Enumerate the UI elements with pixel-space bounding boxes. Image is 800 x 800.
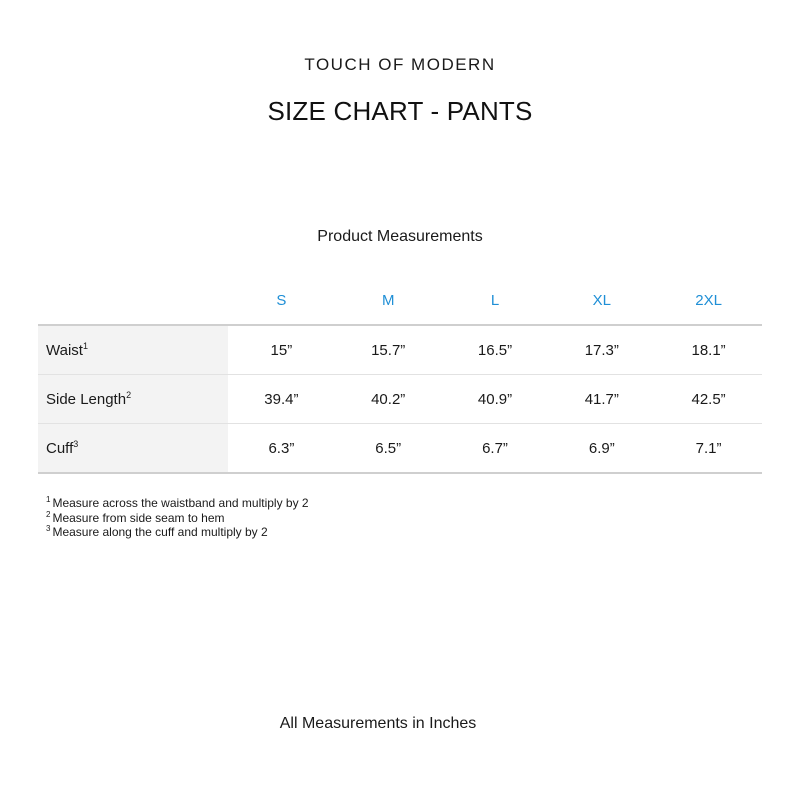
table-subtitle: Product Measurements: [317, 228, 483, 245]
table-cell: 41.7”: [548, 375, 655, 424]
size-header-xl: XL: [548, 276, 655, 325]
table-cell: 15”: [228, 325, 335, 375]
footnote-marker: 2: [126, 389, 132, 400]
size-header-m: M: [335, 276, 442, 325]
table-cell: 6.5”: [335, 424, 442, 474]
table-cell: 7.1”: [655, 424, 762, 474]
header-blank-cell: [38, 276, 228, 325]
footnote-item: [46, 496, 309, 511]
size-header-2xl: 2XL: [655, 276, 762, 325]
footnote-mark: 3: [46, 524, 51, 533]
footnote-item: [46, 511, 309, 526]
size-header-l: L: [442, 276, 549, 325]
table-cell: 16.5”: [442, 325, 549, 375]
table-cell: 39.4”: [228, 375, 335, 424]
table-cell: 40.9”: [442, 375, 549, 424]
footnote-mark: 1: [46, 495, 51, 504]
footnote-text: Measure across the waistband and multiply by 2: [52, 496, 309, 510]
footnote-marker: 3: [73, 438, 79, 449]
row-label-text: Side Length: [46, 390, 127, 408]
table-cell: 15.7”: [335, 325, 442, 375]
table-row-side-length: [38, 375, 762, 424]
table-cell: 17.3”: [548, 325, 655, 375]
table-cell: 42.5”: [655, 375, 762, 424]
size-chart-table: [38, 276, 762, 474]
footnotes: [46, 496, 309, 540]
size-header-s: S: [228, 276, 335, 325]
row-label-text: Waist: [46, 341, 83, 359]
page-title: SIZE CHART - PANTS: [267, 96, 533, 126]
table-cell: 6.7”: [442, 424, 549, 474]
footnote-mark: 2: [46, 509, 51, 519]
row-label-waist: [38, 325, 228, 375]
brand-logo-text: TOUCH OF MODERN: [304, 55, 496, 74]
row-label-text: Cuff: [46, 439, 74, 457]
table-cell: 6.3”: [228, 424, 335, 474]
table-cell: 40.2”: [335, 375, 442, 424]
footnote-marker: 1: [82, 340, 88, 351]
row-label-side-length: [38, 375, 228, 424]
footnote-item: [46, 525, 309, 540]
footnote-text: Measure along the cuff and multiply by 2: [52, 525, 268, 539]
row-label-cuff: [38, 424, 228, 474]
table-row-cuff: [38, 424, 762, 474]
units-note: All Measurements in Inches: [279, 715, 477, 732]
footnote-text: Measure from side seam to hem: [52, 510, 225, 525]
table-cell: 18.1”: [655, 325, 762, 375]
table-cell: 6.9”: [548, 424, 655, 474]
table-header-row: [38, 276, 762, 325]
table-row-waist: [38, 325, 762, 375]
